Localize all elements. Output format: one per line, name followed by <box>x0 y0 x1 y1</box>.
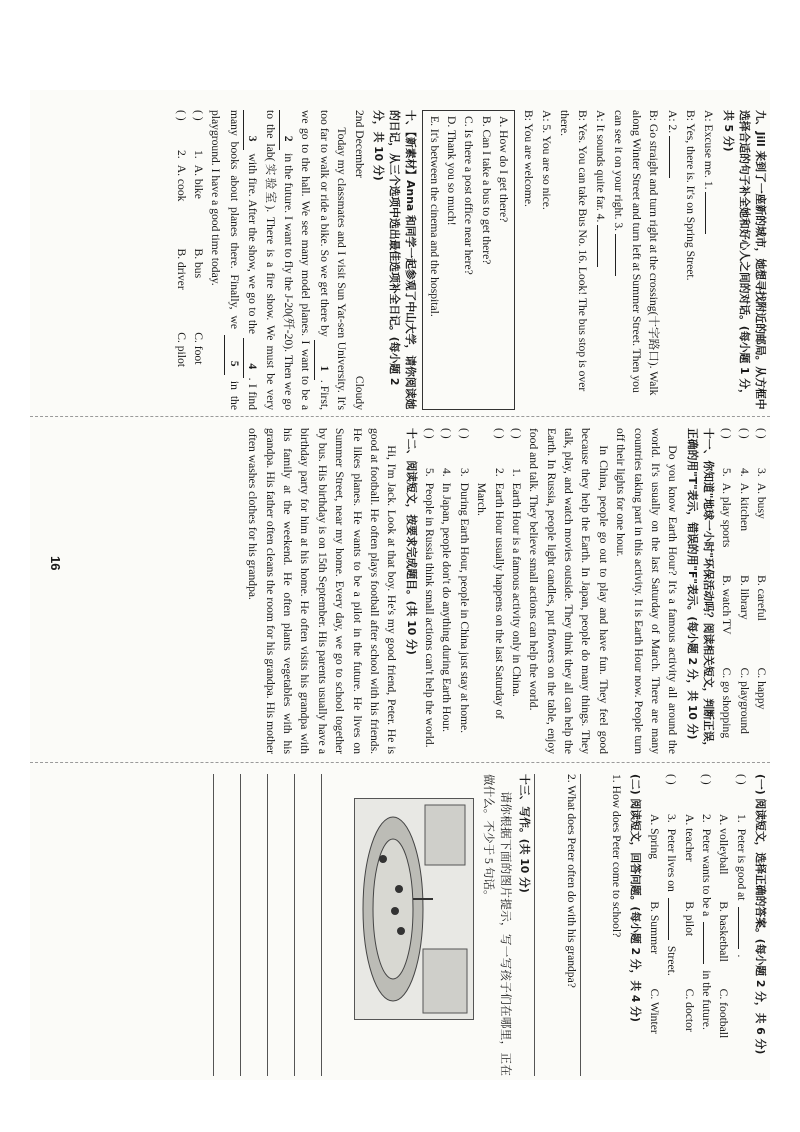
rotated-sheet <box>30 90 770 1080</box>
answer-paren[interactable]: ( ) <box>440 428 454 439</box>
answer-paren[interactable]: ( ) <box>700 774 714 785</box>
writing-prompt: 请你根据下面的图片提示，写一写孩子们在哪里，正在做什么。不少于 5 句话。 <box>481 774 513 1076</box>
answer-paren[interactable]: ( ) <box>734 774 748 785</box>
answer-blank[interactable] <box>703 922 704 964</box>
dialogue-line: A: 5. You are so nice. <box>539 110 553 210</box>
dialogue-line: B: Go straight and turn right at the crossing(十字路口). Walk along Winter Street and turn left at Summer Street. Then you can see it on your right. 3. <box>612 110 661 396</box>
option: C. Is there a post office near here? <box>462 116 476 275</box>
answer-blank[interactable] <box>615 234 616 276</box>
diary-text: Today my classmates and I visit Sun Yat-sen University. It's too far to walk or ride a bike. So we get there by 1. First, we go to the hall. We see many model planes. I want to be a 2 in the future. I want to fly the J-20(歼-20). Then we go to the lab(实验室). There is a fire show. We must be very 3 with fire. After the show, we go to the 4. I find many books about planes there. Finally, we 5 in the playground. I have a good time today. <box>209 110 349 410</box>
answer-blank[interactable] <box>738 907 739 949</box>
column-left <box>30 110 770 410</box>
writing-line[interactable] <box>240 774 267 1076</box>
answer-paren[interactable]: ( ) <box>174 110 188 121</box>
dialogue-line: A: Excuse me. 1. <box>700 110 717 410</box>
answer-paren[interactable]: ( ) <box>720 428 734 439</box>
option: A. How do I get there? <box>497 116 511 223</box>
answer-paren[interactable]: ( ) <box>457 428 471 439</box>
writing-line[interactable] <box>294 774 321 1076</box>
answer-paren[interactable]: ( ) <box>665 774 679 785</box>
blank-2[interactable]: 2 <box>279 110 297 150</box>
writing-line[interactable] <box>321 774 348 1076</box>
dialogue-line: B: Yes, there is. It's on Spring Street. <box>684 110 698 281</box>
choice-item: ( ) 2. A. cook B. driver C. pilot <box>172 110 189 410</box>
dialogue-line: A: It sounds quite far. 4. <box>592 110 609 410</box>
tf-item: ( ) 1. Earth Hour is a famous activity only in China. <box>508 428 525 754</box>
choice-item: ( ) 1. Peter is good at . A. volleyball B. basketball C. football <box>717 774 748 1039</box>
options-box <box>422 110 515 410</box>
section-eleven-heading: 十一、你知道"地球一小时"环保活动吗？阅读相关短文，判断正误，正确的用"T"表示，错误的用"F"表示。(每小题 2 分，共 10 分) <box>685 428 715 753</box>
child-figure <box>397 927 405 935</box>
part-two-heading: (二) 阅读短文，回答问题。(每小题 2 分，共 4 分) <box>629 774 643 1022</box>
tf-item: ( ) 5. People in Russia think small actions can't help the world. <box>421 428 438 754</box>
answer-line[interactable] <box>580 774 607 1076</box>
answer-paren[interactable]: ( ) <box>422 428 436 439</box>
dialogue-line: B: Yes. You can take Bus No. 16. Look! The bus stop is over there. <box>558 110 589 392</box>
answer-line[interactable] <box>535 774 562 1076</box>
building <box>425 805 465 865</box>
diary-weather: Cloudy <box>352 375 366 410</box>
page-number: 16 <box>48 556 63 571</box>
choice-item: ( ) 3. A. busy B. careful C. happy <box>753 428 770 754</box>
answer-blank[interactable] <box>597 225 598 267</box>
part-one-heading: (一) 阅读短文，选择正确的答案。(每小题 2 分，共 6 分) <box>754 774 767 1055</box>
passage-paragraph: Do you know Earth Hour? It's a famous activity all around the world. It's usually on the last Saturday of March. There are many countries taking part in this activity. It is Earth Hour now. People turn off their lights for one hour. <box>614 428 680 754</box>
answer-paren[interactable]: ( ) <box>737 428 751 439</box>
blank-3[interactable]: 3 <box>243 110 261 150</box>
answer-blank[interactable] <box>669 136 670 178</box>
choice-item: ( ) 3. Peter lives on Street. A. Spring B. Summer C. Winter <box>647 774 679 1034</box>
section-thirteen-heading: 十三、写作。(共 10 分) <box>518 774 532 893</box>
option: D. Thank you so much! <box>444 116 458 226</box>
answer-paren[interactable]: ( ) <box>192 110 206 121</box>
blank-5[interactable]: 5 <box>225 335 243 375</box>
diary-date: 2nd December <box>352 110 366 178</box>
column-divider <box>30 416 770 417</box>
child-figure <box>379 855 387 863</box>
answer-paren[interactable]: ( ) <box>509 428 523 439</box>
question: 1. How does Peter come to school? <box>610 774 624 938</box>
tf-item: ( ) 3. During Earth Hour, people in China just stay at home. <box>455 428 472 754</box>
tf-item: ( ) 4. In Japan, people don't do anything during Earth Hour. <box>438 428 455 754</box>
dialogue-line: B: You are welcome. <box>521 110 535 207</box>
child-figure <box>395 885 403 893</box>
section-ten-heading: 十、【新素材】Anna 和同学一起参观了中山大学，请你阅读她的日记，从三个选项中选出最佳选项补全日记。(每小题 2 分，共 10 分) <box>371 110 418 410</box>
dialogue-line: A: 2. <box>663 110 680 410</box>
option: B. Can I take a bus to get there? <box>479 116 493 265</box>
choice-item: ( ) 1. A. bike B. bus C. foot <box>190 110 207 410</box>
choice-item: ( ) 4. A. kitchen B. library C. playground <box>735 428 752 754</box>
child-figure <box>391 907 399 915</box>
question: 2. What does Peter often do with his grandpa? <box>564 774 578 988</box>
tf-item: ( ) 2. Earth Hour usually happens on the last Saturday of March. <box>475 428 506 720</box>
answer-paren[interactable]: ( ) <box>492 428 506 439</box>
answer-blank[interactable] <box>705 192 706 234</box>
blank-1[interactable]: 1 <box>314 340 332 380</box>
diary-header <box>350 110 367 410</box>
section-nine-heading: 九、Jill 来到了一座新的城市，她想寻找附近的邮局。从方框中选择合适的句子补全她和好心人之间的对话。(每小题 1 分，共 5 分) <box>721 110 767 410</box>
column-divider <box>30 762 770 763</box>
answer-paren[interactable]: ( ) <box>755 428 768 439</box>
writing-line[interactable] <box>267 774 294 1076</box>
column-right <box>30 774 770 1076</box>
choice-item: ( ) 5. A. play sports B. watch TV C. go shopping <box>718 428 735 754</box>
passage-paragraph: Hi, I'm Jack. Look at that boy. He's my good friend, Peter. He is good at football. He often plays football after school with his friends. He likes planes. He wants to be a pilot in the future. He lives on Summer Street, near my home. Every day, we go to school together by bus. His birthday is on 15th September. His parents usually have a birthday party for him at his home. He often visits his grandpa with his family at the weekend. He often plants vegetables with his grandpa. His father often cleans the room for his grandpa. His mother often washes clothes for his grandpa. <box>246 428 399 754</box>
scanned-page <box>30 90 770 1080</box>
writing-line[interactable] <box>213 774 240 1076</box>
column-middle <box>30 428 770 754</box>
choice-item: ( ) 2. Peter wants to be a in the future. A. teacher B. pilot C. doctor <box>682 774 714 1032</box>
building <box>423 949 467 1013</box>
section-twelve-heading: 十二、阅读短文，按要求完成题目。(共 10 分) <box>404 428 418 655</box>
answer-blank[interactable] <box>668 898 669 940</box>
passage-paragraph: In China, people go out to play and have fun. They feel good because they help the Earth. In Japan, people do many things. They talk, play, and watch movies outside. They think they all can help the Earth. In Russia, people light candles, put flowers on the table, enjoy food and talk. They believe small actions can help the world. <box>527 428 610 754</box>
playground-picture <box>354 798 474 1020</box>
option: E. It's between the cinema and the hospital. <box>427 116 441 317</box>
blank-4[interactable]: 4 <box>243 338 261 378</box>
